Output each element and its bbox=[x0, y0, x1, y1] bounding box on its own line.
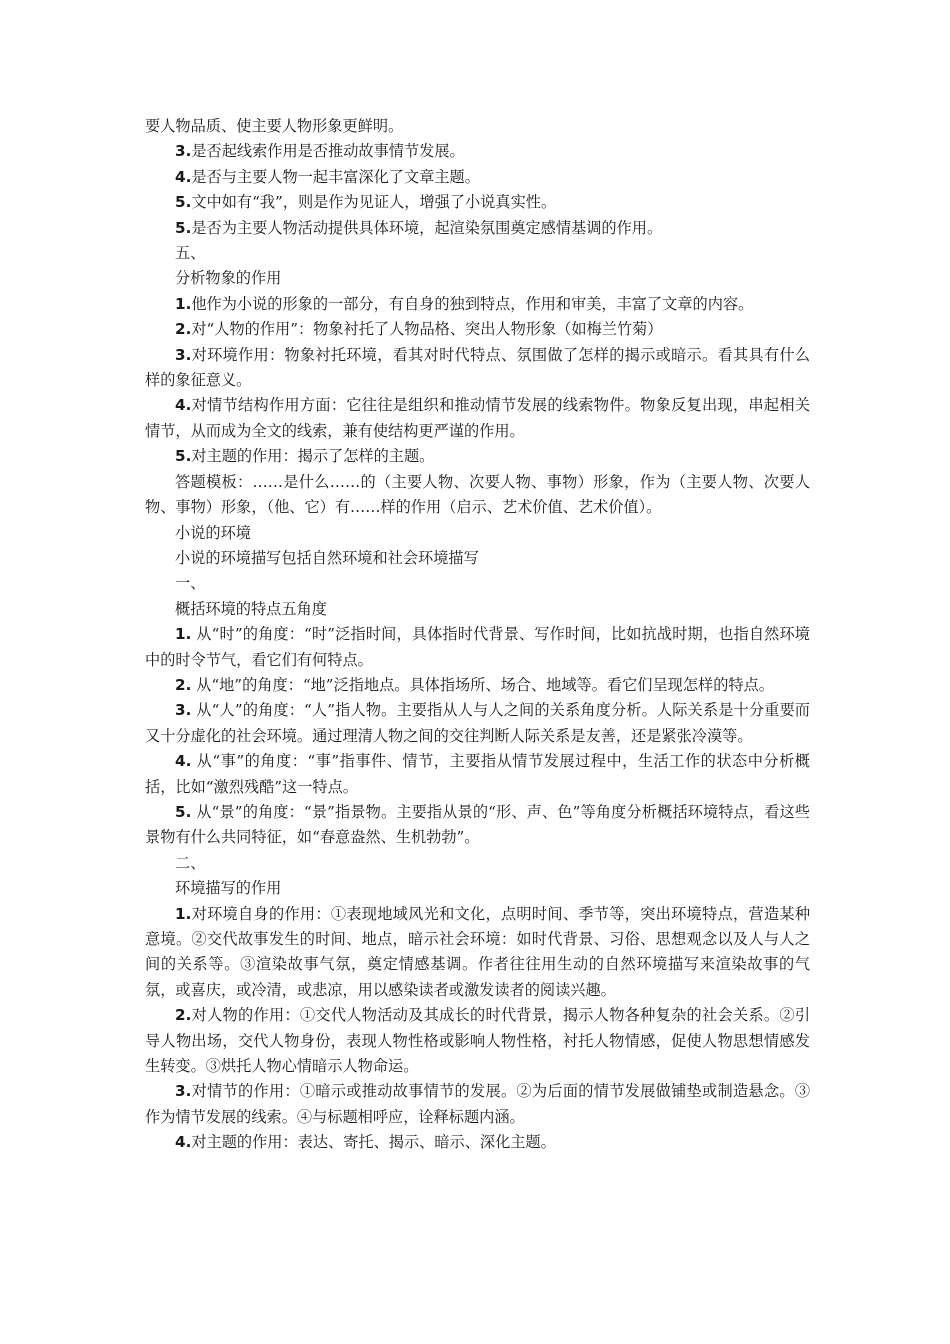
paragraph bbox=[145, 622, 810, 673]
paragraph-number: 4. bbox=[175, 396, 192, 415]
paragraph bbox=[145, 241, 810, 266]
paragraph bbox=[145, 343, 810, 394]
paragraph-number: 1. bbox=[175, 294, 192, 313]
paragraph bbox=[145, 902, 810, 1004]
paragraph-number: 5. bbox=[175, 447, 192, 466]
paragraph-text: 环境描写的作用 bbox=[175, 879, 282, 898]
paragraph bbox=[145, 216, 810, 241]
paragraph-text: 从“时”的角度：“时”泛指时间，具体指时代背景、写作时间，比如抗战时期，也指自然环境中的时令节气，看它们有何特点。 bbox=[145, 625, 810, 669]
paragraph-number: 2. bbox=[175, 1006, 192, 1025]
paragraph bbox=[145, 546, 810, 571]
paragraph bbox=[145, 876, 810, 901]
paragraph-number: 5. bbox=[175, 218, 192, 237]
paragraph-number: 4. bbox=[175, 752, 192, 771]
paragraph bbox=[145, 139, 810, 164]
paragraph-text: 是否与主要人物一起丰富深化了文章主题。 bbox=[191, 167, 480, 186]
paragraph bbox=[145, 749, 810, 800]
document-body bbox=[145, 114, 810, 1156]
paragraph-text: 对“人物的作用”：物象衬托了人物品格、突出人物形象（如梅兰竹菊） bbox=[191, 320, 663, 339]
paragraph-number: 5. bbox=[175, 802, 192, 821]
paragraph-text: 概括环境的特点五角度 bbox=[175, 599, 327, 618]
paragraph-number: 3. bbox=[175, 142, 192, 161]
paragraph-text: 小说的环境描写包括自然环境和社会环境描写 bbox=[175, 548, 479, 567]
paragraph-text: 从“事”的角度：“事”指事件、情节，主要指从情节发展过程中，生活工作的状态中分析概括，比如“激烈残酷”这一特点。 bbox=[145, 752, 810, 796]
paragraph bbox=[145, 673, 810, 698]
paragraph-text: 从“景”的角度：“景”指景物。主要指从景的“形、声、色”等角度分析概括环境特点，看这些景物有什么共同特征，如“春意盎然、生机勃勃”。 bbox=[145, 802, 810, 847]
paragraph-text: 文中如有“我”，则是作为见证人，增强了小说真实性。 bbox=[191, 193, 557, 212]
paragraph bbox=[145, 1003, 810, 1079]
paragraph-number: 3. bbox=[175, 701, 192, 720]
paragraph bbox=[145, 851, 810, 876]
paragraph-text: 对人物的作用：①交代人物活动及其成长的时代背景，揭示人物各种复杂的社会关系。②引导人物出场，交代人物身份，表现人物性格或影响人物性格，衬托人物情感，促使人物思想情感发生转变。③烘托人物心情暗示人物命运。 bbox=[145, 1006, 810, 1076]
paragraph bbox=[145, 800, 810, 851]
paragraph bbox=[145, 521, 810, 546]
paragraph-number: 3. bbox=[175, 1082, 192, 1101]
paragraph-text: 分析物象的作用 bbox=[175, 269, 282, 288]
paragraph bbox=[145, 292, 810, 317]
paragraph-number: 4. bbox=[175, 1133, 192, 1152]
paragraph-number: 1. bbox=[175, 625, 192, 644]
paragraph-number: 1. bbox=[175, 904, 192, 923]
paragraph-text: 对主题的作用：表达、寄托、揭示、暗示、深化主题。 bbox=[191, 1133, 556, 1152]
paragraph bbox=[145, 470, 810, 521]
paragraph-text: 他作为小说的形象的一部分，有自身的独到特点，作用和审美，丰富了文章的内容。 bbox=[191, 294, 754, 313]
paragraph-number: 3. bbox=[175, 345, 192, 364]
paragraph-text: 要人物品质、使主要人物形象更鲜明。 bbox=[145, 117, 404, 135]
paragraph bbox=[145, 1079, 810, 1130]
paragraph-text: 五、 bbox=[175, 244, 206, 263]
paragraph-text: 是否为主要人物活动提供具体环境，起渲染氛围奠定感情基调的作用。 bbox=[191, 218, 663, 237]
paragraph bbox=[145, 393, 810, 444]
paragraph bbox=[145, 114, 810, 139]
paragraph-text: 从“人”的角度：“人”指人物。主要指从人与人之间的关系角度分析。人际关系是十分重要而又十分虚化的社会环境。通过理清人物之间的交往判断人际关系是友善，还是紧张冷漠等。 bbox=[145, 701, 810, 745]
paragraph-text: 对环境自身的作用：①表现地域风光和文化，点明时间、季节等，突出环境特点，营造某种意境。②交代故事发生的时间、地点，暗示社会环境：如时代背景、习俗、思想观念以及人与人之间的关系等。③渲染故事气氛，奠定情感基调。作者往往用生动的自然环境描写来渲染故事的气氛，或喜庆，或冷清，或悲凉，用以感染读者或激发读者的阅读兴趣。 bbox=[145, 904, 810, 999]
paragraph bbox=[145, 597, 810, 622]
paragraph-text: 对情节结构作用方面：它往往是组织和推动情节发展的线索物件。物象反复出现，串起相关情节，从而成为全文的线索，兼有使结构更严谨的作用。 bbox=[145, 396, 810, 440]
paragraph bbox=[145, 165, 810, 190]
paragraph-text: 答题模板：……是什么……的（主要人物、次要人物、事物）形象，作为（主要人物、次要人物、事物）形象，（他、它）有……样的作用（启示、艺术价值、艺术价值）。 bbox=[145, 472, 810, 517]
paragraph-number: 2. bbox=[175, 320, 192, 339]
paragraph bbox=[145, 266, 810, 291]
paragraph bbox=[145, 698, 810, 749]
paragraph bbox=[145, 190, 810, 215]
paragraph bbox=[145, 317, 810, 342]
paragraph-text: 对主题的作用：揭示了怎样的主题。 bbox=[191, 447, 435, 466]
paragraph-text: 二、 bbox=[175, 853, 206, 872]
paragraph bbox=[145, 571, 810, 596]
paragraph-text: 对环境作用：物象衬托环境，看其对时代特点、氛围做了怎样的揭示或暗示。看其具有什么样的象征意义。 bbox=[145, 345, 810, 390]
paragraph-number: 2. bbox=[175, 675, 192, 694]
paragraph-number: 4. bbox=[175, 167, 192, 186]
paragraph-text: 一、 bbox=[175, 574, 206, 593]
paragraph-text: 从“地”的角度：“地”泛指地点。具体指场所、场合、地域等。看它们呈现怎样的特点。 bbox=[191, 675, 774, 694]
paragraph-number: 5. bbox=[175, 193, 192, 212]
paragraph bbox=[145, 1130, 810, 1155]
paragraph-text: 是否起线索作用是否推动故事情节发展。 bbox=[191, 142, 465, 161]
paragraph bbox=[145, 444, 810, 469]
paragraph-text: 小说的环境 bbox=[175, 523, 251, 542]
paragraph-text: 对情节的作用：①暗示或推动故事情节的发展。②为后面的情节发展做铺垫或制造悬念。③作为情节发展的线索。④与标题相呼应，诠释标题内涵。 bbox=[145, 1082, 810, 1126]
